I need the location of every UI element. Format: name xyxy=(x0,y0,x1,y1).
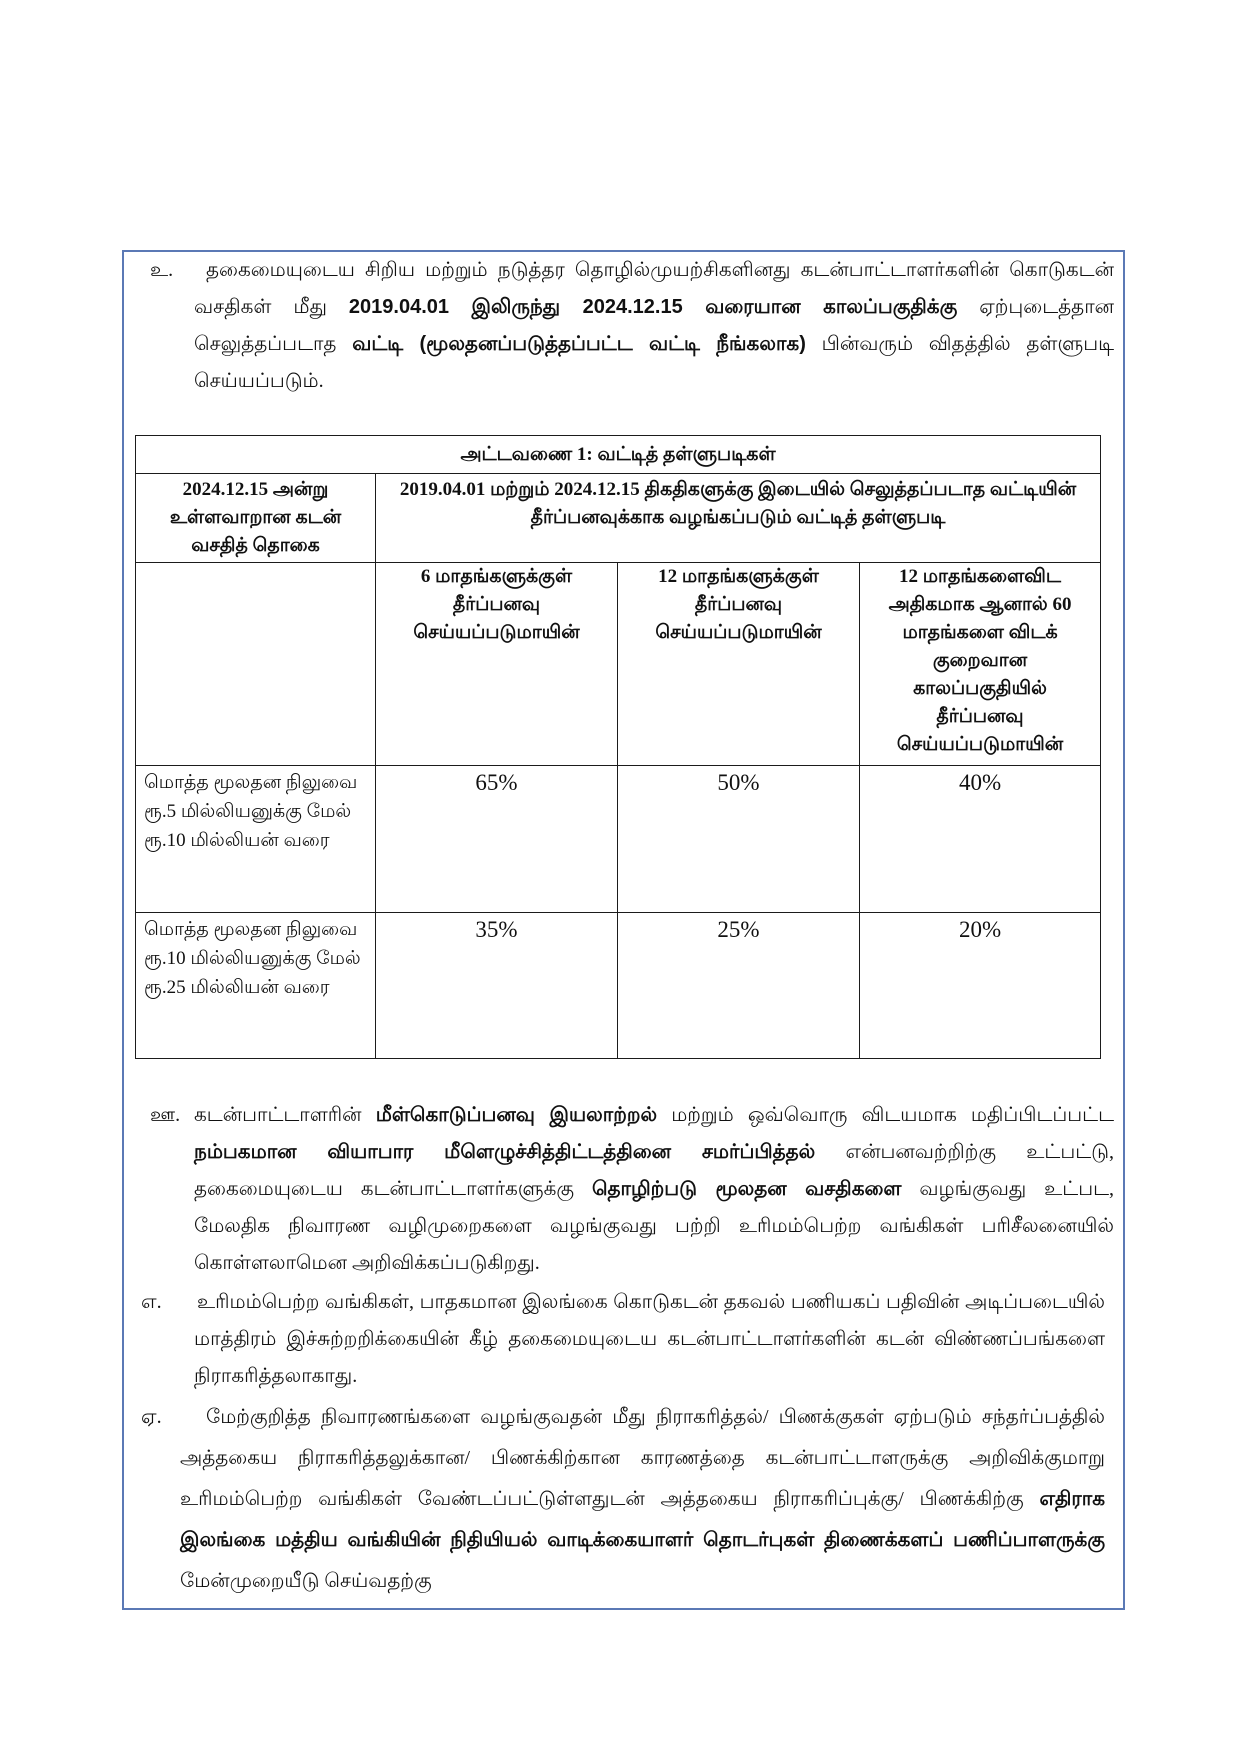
table-subheader-row xyxy=(136,563,1101,766)
clause-text: மற்றும் ஒவ்வொரு விடயமாக மதிப்பிடப்பட்ட xyxy=(671,1104,1114,1126)
waiver-value: 40% xyxy=(860,766,1101,913)
header-interest-waiver: 2019.04.01 மற்றும் 2024.12.15 திகதிகளுக்கு இடையில் செலுத்தப்படாத வட்டியின் தீர்ப்பனவுக்காக வழங்கப்படும் வட்டித் தள்ளுபடி xyxy=(376,474,1101,563)
clause-marker: ஏ. xyxy=(141,1406,162,1428)
clause-text: உரிமம்பெற்ற வங்கிகள், பாதகமான இலங்கை கொடுகடன் தகவல் பணியகப் பதிவின் அடிப்படையில் மாத்திரம் இச்சுற்றறிக்கையின் கீழ் தகைமையுடைய கடன்பாட்டாளர்களின் கடன் விண்ணப்பங்களை நிராகரித்தலாகாது. xyxy=(194,1291,1105,1387)
clause-text: தகைமையுடைய சிறிய மற்றும் நடுத்தர தொழில்முயற்சிகளினது கடன்பாட்டாளர்களின் கொடுகடன் வசதிகள் மீது xyxy=(194,259,1114,318)
table-title-row xyxy=(136,436,1101,474)
table-header-row xyxy=(136,474,1101,563)
waiver-value: 35% xyxy=(376,913,618,1059)
table-row xyxy=(136,913,1101,1059)
header-loan-amount: 2024.12.15 அன்று உள்ளவாறான கடன் வசதித் தொகை xyxy=(136,474,376,563)
clause-marker: உ. xyxy=(150,259,174,281)
row-label: மொத்த மூலதன நிலுவை ரூ.5 மில்லியனுக்கு மேல் ரூ.10 மில்லியன் வரை xyxy=(136,766,376,913)
header-within-12-months: 12 மாதங்களுக்குள் தீர்ப்பனவு செய்யப்படுமாயின் xyxy=(618,563,860,766)
clause-text-bold: எதிராக இலங்கை மத்திய வங்கியின் நிதியியல் வாடிக்கையாளர் தொடர்புகள் திணைக்களப் பணிப்பாளருக்கு xyxy=(180,1488,1106,1551)
clause-ee xyxy=(124,1397,1123,1602)
clause-text-bold: நம்பகமான வியாபார மீளெழுச்சித்திட்டத்தினை சமர்ப்பித்தல் xyxy=(194,1141,816,1163)
waiver-value: 25% xyxy=(618,913,860,1059)
clause-text: மேன்முறையீடு செய்வதற்கு xyxy=(180,1570,432,1592)
clause-text: பின்வரும் விதத்தில் தள்ளுபடி செய்யப்படும். xyxy=(194,333,1115,392)
header-within-6-months: 6 மாதங்களுக்குள் தீர்ப்பனவு செய்யப்படுமாயின் xyxy=(376,563,618,766)
clause-text: மேற்குறித்த நிவாரணங்களை வழங்குவதன் மீது நிராகரித்தல்/ பிணக்குகள் ஏற்படும் சந்தர்ப்பத்தில் அத்தகைய நிராகரித்தலுக்கான/ பிணக்கிற்கான காரணத்தை கடன்பாட்டாளருக்கு அறிவிக்குமாறு உரிமம்பெற்ற வங்கிகள் வேண்டப்பட்டுள்ளதுடன் அத்தகைய நிராகரிப்புக்கு/ பிணக்கிற்கு xyxy=(180,1406,1105,1510)
table-title: அட்டவணை 1: வட்டித் தள்ளுபடிகள் xyxy=(136,436,1101,474)
clause-e xyxy=(124,1284,1123,1395)
empty-cell xyxy=(136,563,376,766)
header-12-to-60-months: 12 மாதங்களைவிட அதிகமாக ஆனால் 60 மாதங்களை விடக் குறைவான காலப்பகுதியில் தீர்ப்பனவு செய்யப்படுமாயின் xyxy=(860,563,1101,766)
clause-marker: ஊ. xyxy=(150,1104,181,1126)
content-frame xyxy=(122,250,1125,1610)
clause-uu xyxy=(124,1097,1123,1282)
row-label: மொத்த மூலதன நிலுவை ரூ.10 மில்லியனுக்கு மேல் ரூ.25 மில்லியன் வரை xyxy=(136,913,376,1059)
waiver-value: 20% xyxy=(860,913,1101,1059)
clause-text-bold: 2019.04.01 இலிருந்து 2024.12.15 வரையான காலப்பகுதிக்கு xyxy=(348,296,958,318)
interest-waiver-table xyxy=(135,435,1101,1059)
clause-text-bold: வட்டி (மூலதனப்படுத்தப்பட்ட வட்டி நீங்கலாக) xyxy=(352,333,806,355)
clause-u xyxy=(124,252,1123,400)
waiver-value: 65% xyxy=(376,766,618,913)
waiver-value: 50% xyxy=(618,766,860,913)
clause-text-bold: மீள்கொடுப்பனவு இயலாற்றல் xyxy=(375,1104,658,1126)
clause-text: ஏற்புடைத்தான செலுத்தப்படாத xyxy=(194,296,1115,355)
clause-text: வழங்குவது உட்பட, மேலதிக நிவாரண வழிமுறைகளை வழங்குவது பற்றி உரிமம்பெற்ற வங்கிகள் பரிசீலனையில் கொள்ளலாமென அறிவிக்கப்படுகிறது. xyxy=(194,1178,1115,1274)
clause-text: என்பனவற்றிற்கு உட்பட்டு, தகைமையுடைய கடன்பாட்டாளர்களுக்கு xyxy=(194,1141,1114,1200)
clause-marker: எ. xyxy=(141,1291,162,1313)
clause-text-bold: தொழிற்படு மூலதன வசதிகளை xyxy=(591,1178,902,1200)
clause-text: கடன்பாட்டாளரின் xyxy=(194,1104,362,1126)
table-row xyxy=(136,766,1101,913)
